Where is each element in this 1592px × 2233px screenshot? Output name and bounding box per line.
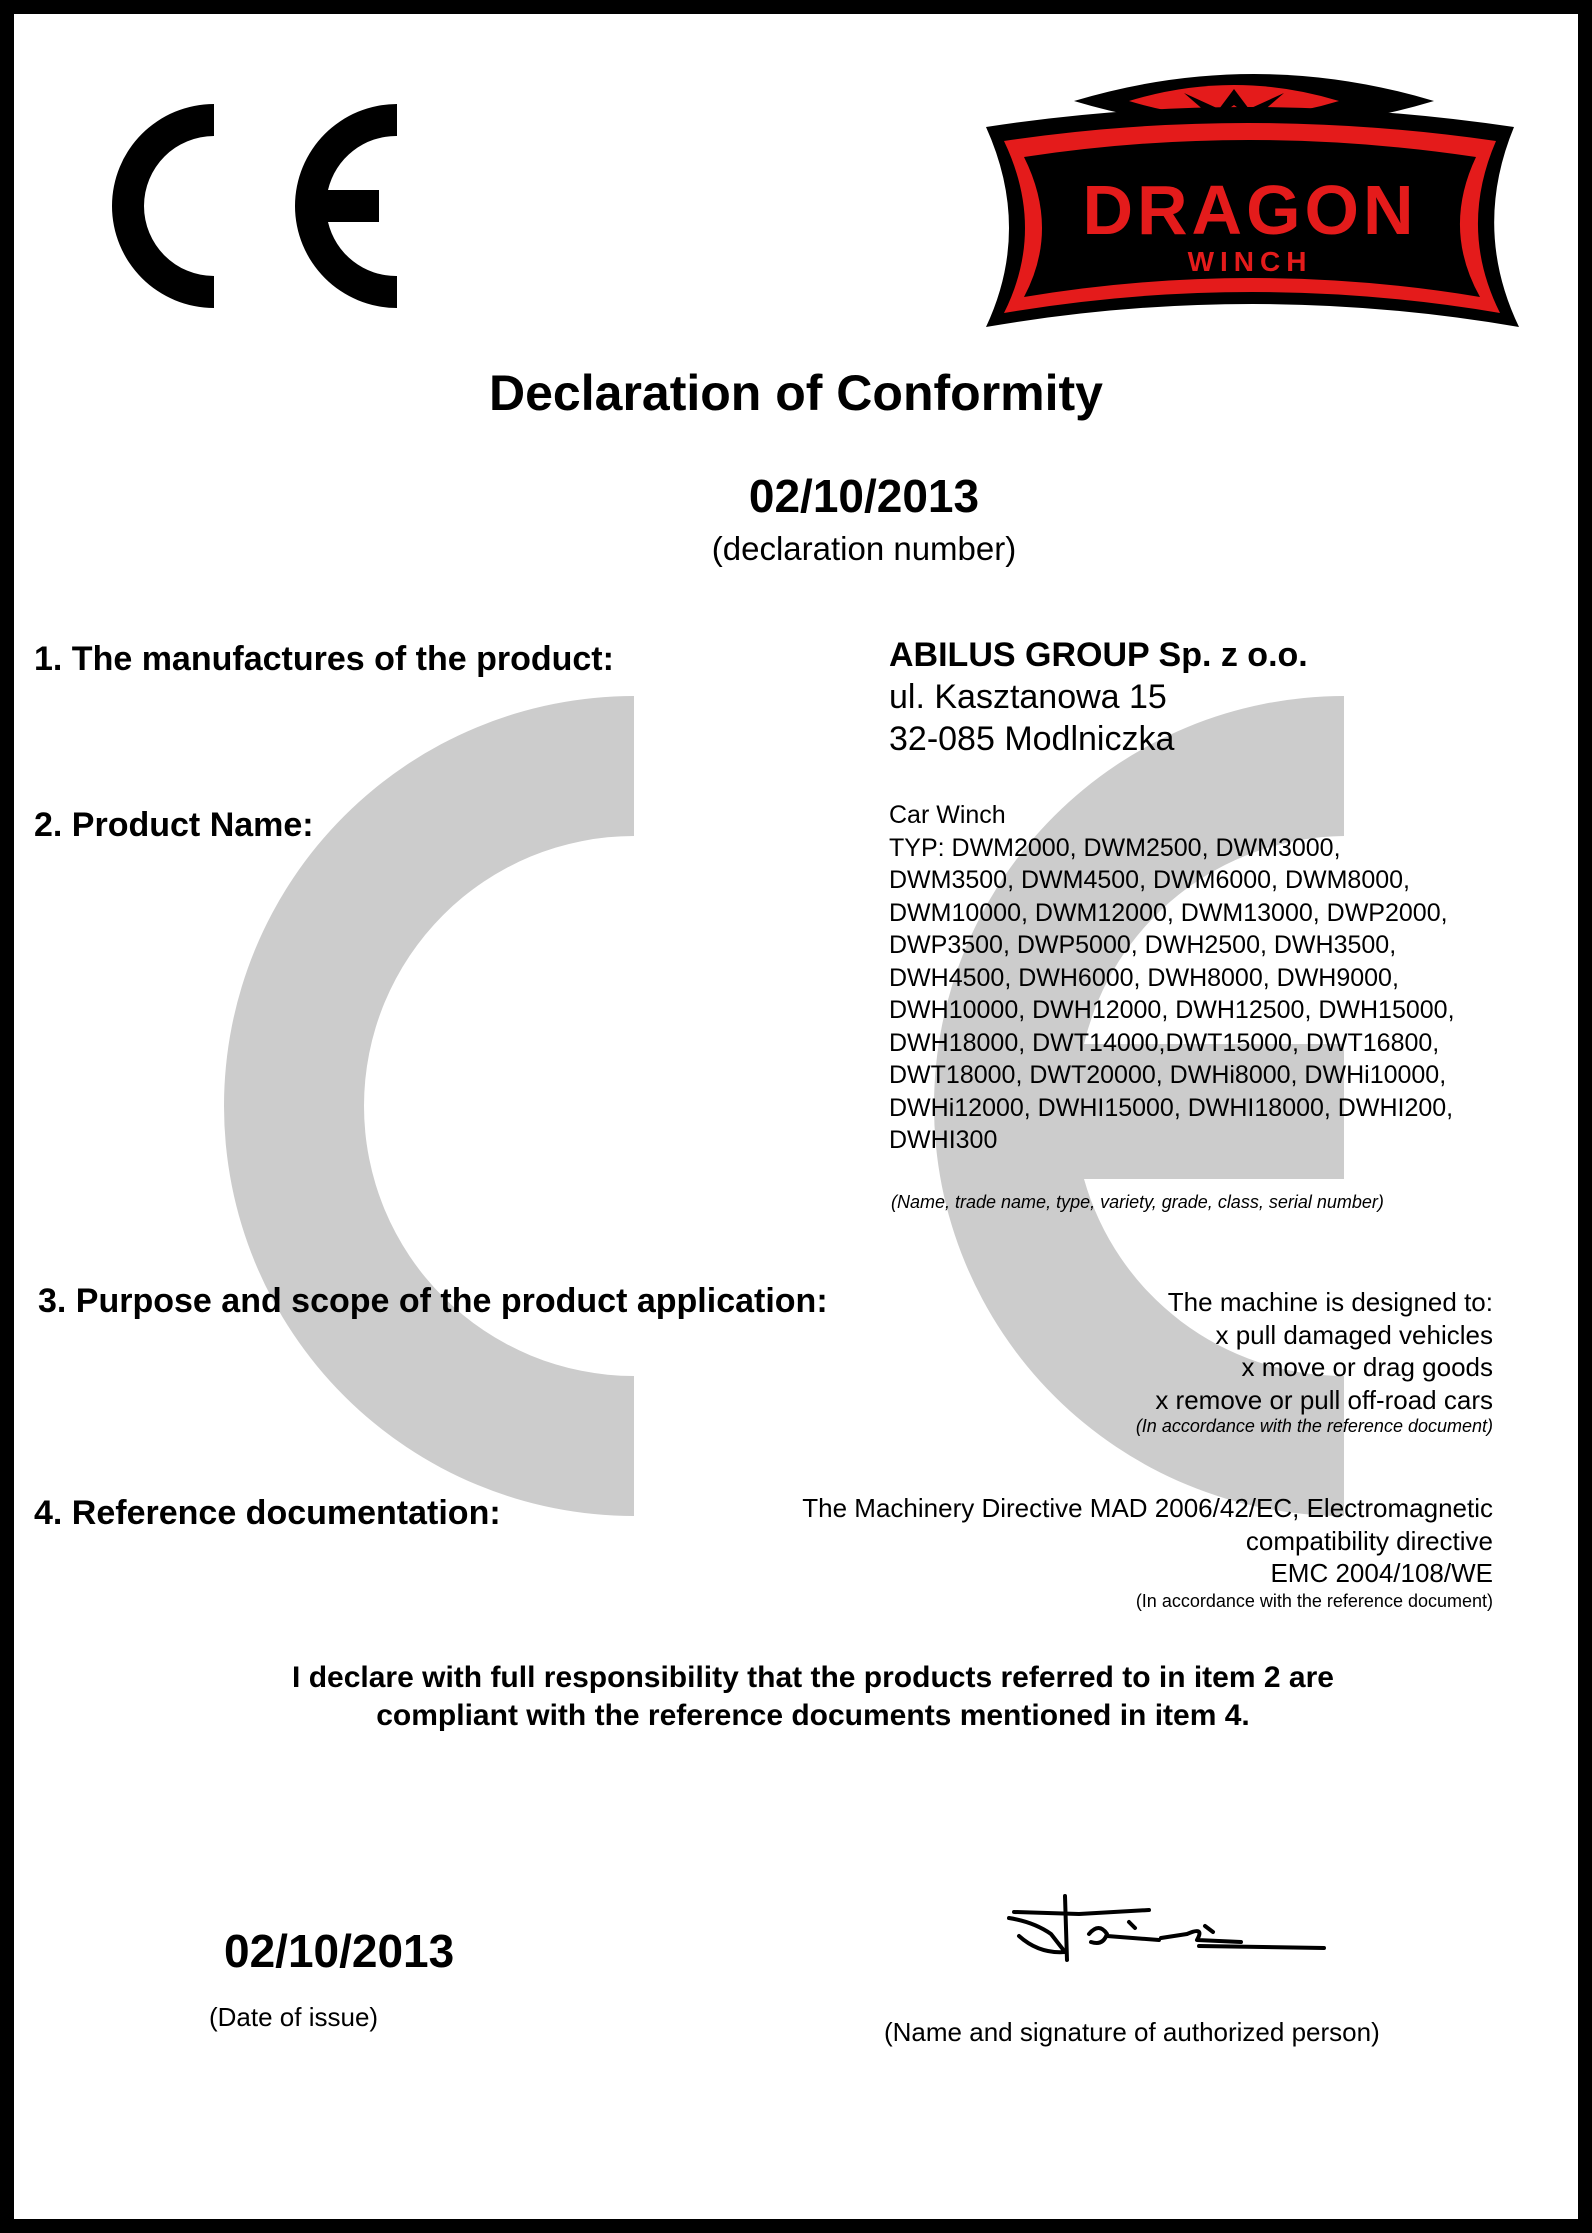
signature-image (979, 1874, 1339, 1994)
purpose-note: (In accordance with the reference document) (1135, 1416, 1493, 1436)
product-line: DWM10000, DWM12000, DWM13000, DWP2000, (889, 898, 1448, 927)
ce-mark-c (112, 104, 214, 308)
purpose-line: x move or drag goods (1241, 1352, 1493, 1382)
section4-label: 4. Reference documentation: (34, 1494, 501, 1532)
purpose-line: The machine is designed to: (1167, 1287, 1493, 1317)
product-line: DWP3500, DWP5000, DWH2500, DWH3500, (889, 931, 1397, 959)
section3-label: 3. Purpose and scope of the product application: (38, 1282, 828, 1320)
signature-caption: (Name and signature of authorized person) (884, 2017, 1380, 2047)
purpose-list (1155, 1286, 1493, 1416)
ce-mark-e (295, 104, 397, 308)
brand-sub: WINCH (1187, 246, 1313, 277)
manufacturer-address-line2: 32-085 Modlniczka (889, 720, 1175, 758)
issue-date: 02/10/2013 (224, 1925, 455, 1977)
declaration-number: 02/10/2013 (748, 470, 980, 522)
document-title: Declaration of Conformity (489, 365, 1103, 421)
product-line: DWHI300 (889, 1126, 998, 1154)
dragon-winch-logo (984, 59, 1524, 339)
product-line: Car Winch (889, 801, 1006, 829)
product-note: (Name, trade name, type, variety, grade, class, serial number) (891, 1192, 1384, 1212)
purpose-line: x remove or pull off-road cars (1155, 1384, 1493, 1415)
brand-word: DRAGON (1082, 171, 1418, 249)
product-line: DWH10000, DWH12000, DWH12500, DWH15000, (889, 996, 1455, 1024)
statement-line2: compliant with the reference documents mentioned in item 4. (376, 1699, 1250, 1732)
statement-line1: I declare with full responsibility that the products referred to in item 2 are (292, 1661, 1334, 1694)
reference-note: (In accordance with the reference document) (1135, 1591, 1493, 1611)
reference-line: The Machinery Directive MAD 2006/42/EC, Electromagnetic (802, 1493, 1493, 1523)
product-line: DWH18000, DWT14000,DWT15000, DWT16800, (889, 1028, 1440, 1057)
product-line: DWT18000, DWT20000, DWHi8000, DWHi10000, (889, 1061, 1447, 1089)
product-line: DWH4500, DWH6000, DWH8000, DWH9000, (889, 963, 1399, 992)
declaration-number-caption: (declaration number) (711, 530, 1017, 567)
section1-label: 1. The manufactures of the product: (34, 640, 614, 678)
product-line: DWHi12000, DWHI15000, DWHI18000, DWHI200, (889, 1093, 1454, 1122)
ce-mark-logo (109, 104, 409, 319)
reference-list (802, 1492, 1493, 1590)
document-page (14, 14, 1578, 2219)
reference-line: compatibility directive (1245, 1525, 1493, 1556)
declaration-statement (14, 1659, 1578, 1735)
product-list (889, 799, 1455, 1157)
purpose-line: x pull damaged vehicles (1215, 1319, 1493, 1350)
product-line: DWM3500, DWM4500, DWM6000, DWM8000, (889, 866, 1410, 894)
section2-label: 2. Product Name: (34, 806, 314, 844)
issue-date-caption: (Date of issue) (209, 2002, 379, 2032)
reference-line: EMC 2004/108/WE (1270, 1558, 1493, 1588)
manufacturer-name: ABILUS GROUP Sp. z o.o. (889, 636, 1308, 674)
manufacturer-address-line1: ul. Kasztanowa 15 (889, 678, 1167, 716)
product-line: TYP: DWM2000, DWM2500, DWM3000, (889, 833, 1341, 862)
